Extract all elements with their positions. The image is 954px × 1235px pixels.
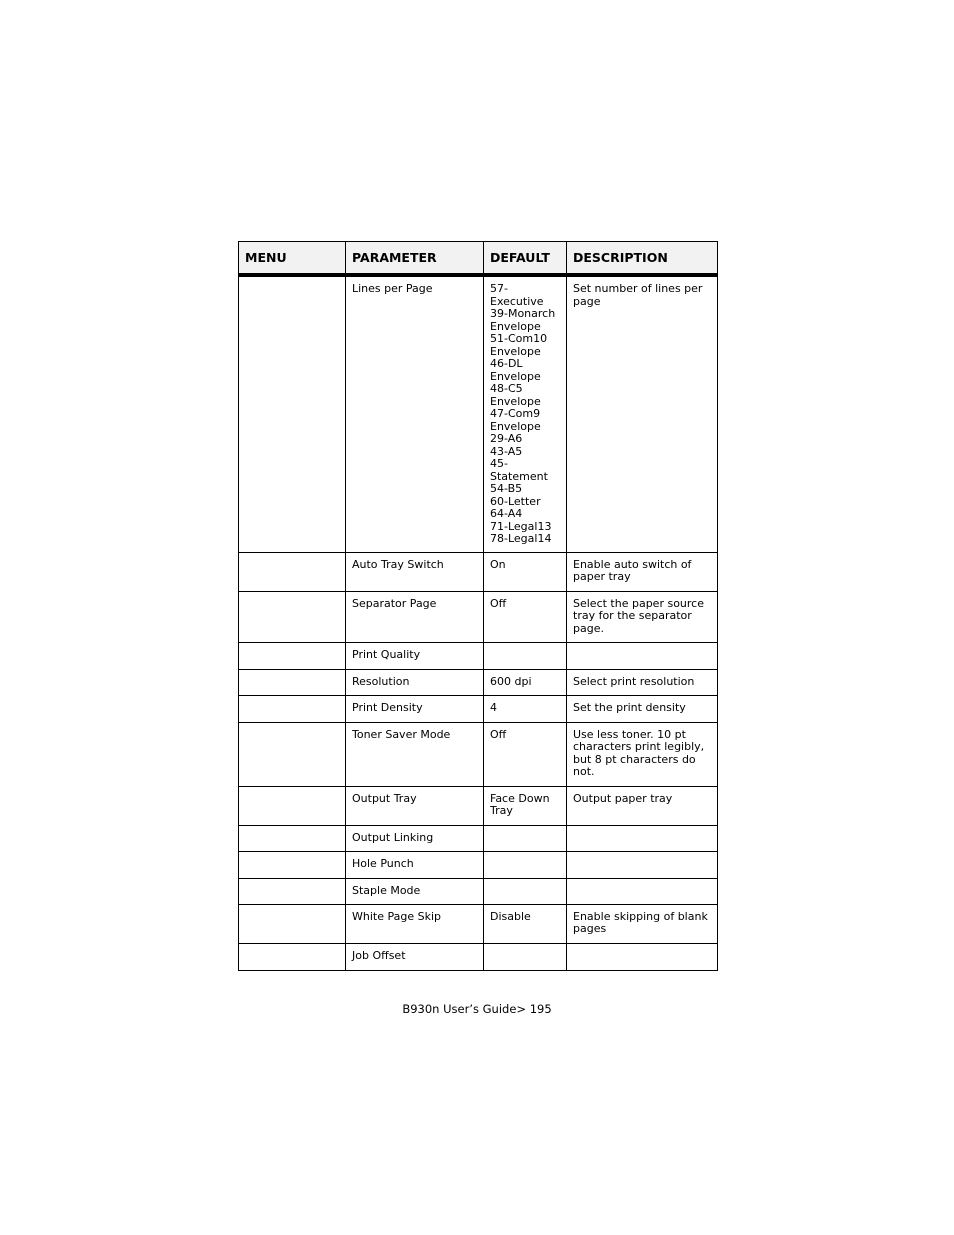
- table-row: [239, 275, 718, 552]
- description-cell: Enable skipping of blank pages: [567, 904, 718, 943]
- default-line: Envelope: [490, 419, 541, 433]
- table-header-row: [239, 242, 718, 276]
- description-cell: Use less toner. 10 pt characters print legibly, but 8 pt characters do not.: [567, 722, 718, 786]
- menu-cell: [239, 904, 346, 943]
- default-line: Executive: [490, 294, 544, 308]
- default-cell: On: [484, 552, 567, 591]
- parameter-cell: Staple Mode: [346, 878, 484, 904]
- menu-cell: [239, 722, 346, 786]
- description-cell: Output paper tray: [567, 786, 718, 825]
- table-row: [239, 786, 718, 825]
- default-line: 43-A5: [490, 444, 523, 458]
- default-line: 64-A4: [490, 507, 523, 520]
- menu-cell: [239, 695, 346, 722]
- menu-cell: [239, 642, 346, 669]
- parameter-cell: Lines per Page: [346, 275, 484, 552]
- description-cell: Select the paper source tray for the separator page.: [567, 591, 718, 642]
- default-line: Envelope: [490, 369, 541, 383]
- parameter-cell: Print Quality: [346, 642, 484, 669]
- description-cell: [567, 878, 718, 904]
- menu-cell: [239, 552, 346, 591]
- default-line: 29-A6: [490, 432, 523, 445]
- description-cell: Select print resolution: [567, 669, 718, 695]
- parameter-cell: Resolution: [346, 669, 484, 695]
- parameter-cell: Print Density: [346, 695, 484, 722]
- header-description: DESCRIPTION: [567, 242, 718, 276]
- table-row: [239, 642, 718, 669]
- menu-cell: [239, 669, 346, 695]
- default-cell: 600 dpi: [484, 669, 567, 695]
- description-cell: [567, 851, 718, 878]
- table-row: [239, 552, 718, 591]
- menu-cell: [239, 786, 346, 825]
- menu-cell: [239, 851, 346, 878]
- table-row: [239, 669, 718, 695]
- table-row: [239, 825, 718, 851]
- default-line: 78-Legal14: [490, 532, 552, 545]
- description-cell: [567, 642, 718, 669]
- menu-parameter-table: [238, 241, 718, 971]
- menu-cell: [239, 943, 346, 970]
- default-cell: [484, 642, 567, 669]
- table-row: [239, 904, 718, 943]
- table-row: [239, 943, 718, 970]
- default-cell: [484, 825, 567, 851]
- default-line: 45-: [490, 457, 508, 470]
- default-cell: Disable: [484, 904, 567, 943]
- default-line: Envelope: [490, 344, 541, 358]
- menu-cell: [239, 591, 346, 642]
- parameter-cell: Job Offset: [346, 943, 484, 970]
- default-line: 39-Monarch: [490, 307, 556, 320]
- table-row: [239, 722, 718, 786]
- default-line: 71-Legal13: [490, 519, 552, 533]
- header-parameter: PARAMETER: [346, 242, 484, 276]
- default-cell: 4: [484, 695, 567, 722]
- description-cell: [567, 943, 718, 970]
- table-row: [239, 591, 718, 642]
- default-line: 48-C5: [490, 382, 523, 395]
- default-cell: Off: [484, 591, 567, 642]
- table-row: [239, 851, 718, 878]
- default-cell: [484, 878, 567, 904]
- description-cell: Enable auto switch of paper tray: [567, 552, 718, 591]
- parameter-cell: Hole Punch: [346, 851, 484, 878]
- default-line: 47-Com9: [490, 407, 541, 420]
- default-line: 51-Com10: [490, 332, 548, 345]
- default-cell: Face Down Tray: [484, 786, 567, 825]
- page-footer: B930n User’s Guide> 195: [402, 1002, 552, 1016]
- default-cell: [484, 851, 567, 878]
- default-line: Statement: [490, 469, 548, 483]
- default-cell: [484, 275, 567, 552]
- default-line: 60-Letter: [490, 494, 541, 508]
- parameter-cell: Output Tray: [346, 786, 484, 825]
- menu-cell: [239, 825, 346, 851]
- default-line: 46-DL: [490, 357, 523, 370]
- table-row: [239, 878, 718, 904]
- header-default: DEFAULT: [484, 242, 567, 276]
- parameter-cell: Output Linking: [346, 825, 484, 851]
- parameter-cell: White Page Skip: [346, 904, 484, 943]
- default-line: Envelope: [490, 319, 541, 333]
- description-cell: [567, 825, 718, 851]
- default-line: Envelope: [490, 394, 541, 408]
- header-menu: MENU: [239, 242, 346, 276]
- parameter-cell: Toner Saver Mode: [346, 722, 484, 786]
- default-cell: [484, 943, 567, 970]
- default-line: 57-: [490, 282, 508, 295]
- parameter-cell: Auto Tray Switch: [346, 552, 484, 591]
- description-cell: Set number of lines per page: [567, 275, 718, 552]
- default-line: 54-B5: [490, 482, 523, 495]
- default-cell: Off: [484, 722, 567, 786]
- parameter-cell: Separator Page: [346, 591, 484, 642]
- menu-cell: [239, 878, 346, 904]
- table-row: [239, 695, 718, 722]
- menu-cell: [239, 275, 346, 552]
- description-cell: Set the print density: [567, 695, 718, 722]
